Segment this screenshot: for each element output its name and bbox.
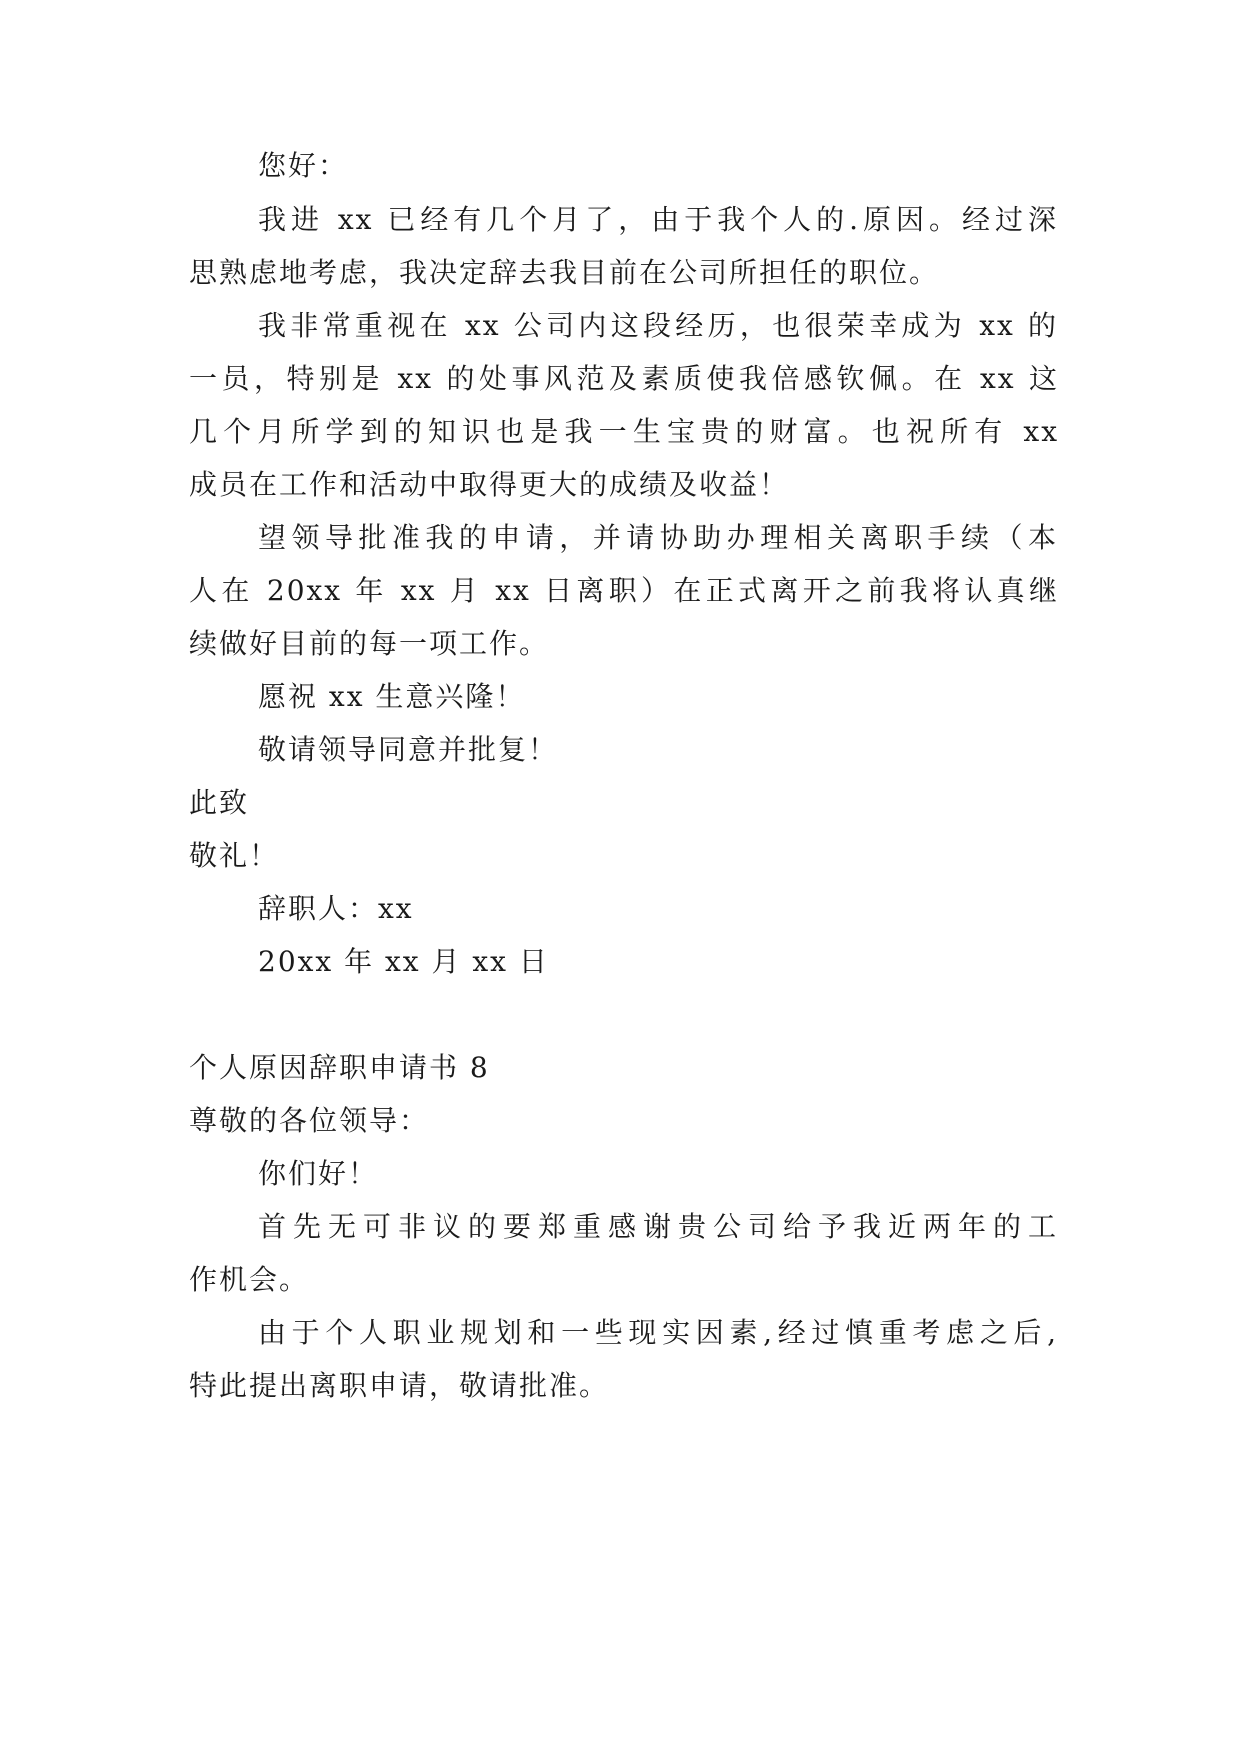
wish-line: 愿祝 xx 生意兴隆！ bbox=[258, 680, 526, 713]
paragraph-line: 我进 xx 已经有几个月了，由于我个人的.原因。经过深 bbox=[258, 203, 1058, 236]
paragraph-line: 成员在工作和活动中取得更大的成绩及收益！ bbox=[189, 468, 790, 501]
paragraph-line: 我非常重视在 xx 公司内这段经历，也很荣幸成为 xx 的 bbox=[258, 309, 1058, 342]
section-title: 个人原因辞职申请书 8 bbox=[189, 1051, 490, 1084]
paragraph-line: 思熟虑地考虑，我决定辞去我目前在公司所担任的职位。 bbox=[189, 256, 940, 289]
signer-line: 辞职人：xx bbox=[258, 892, 414, 925]
request-line: 敬请领导同意并批复！ bbox=[258, 733, 559, 766]
paragraph-line: 由于个人职业规划和一些现实因素,经过慎重考虑之后, bbox=[258, 1316, 1058, 1349]
paragraph-line: 人在 20xx 年 xx 月 xx 日离职）在正式离开之前我将认真继 bbox=[189, 574, 1059, 607]
closing-line: 敬礼！ bbox=[189, 839, 280, 872]
greeting: 您好： bbox=[258, 149, 349, 182]
salutation: 尊敬的各位领导： bbox=[189, 1104, 430, 1137]
greeting: 你们好！ bbox=[258, 1157, 379, 1190]
closing-line: 此致 bbox=[189, 786, 250, 819]
date-line: 20xx 年 xx 月 xx 日 bbox=[258, 945, 549, 978]
paragraph-line: 作机会。 bbox=[189, 1263, 310, 1296]
paragraph-line: 续做好目前的每一项工作。 bbox=[189, 627, 550, 660]
paragraph-line: 首先无可非议的要郑重感谢贵公司给予我近两年的工 bbox=[258, 1210, 1058, 1243]
paragraph-line: 望领导批准我的申请，并请协助办理相关离职手续（本 bbox=[258, 521, 1058, 554]
paragraph-line: 几个月所学到的知识也是我一生宝贵的财富。也祝所有 xx bbox=[189, 415, 1059, 448]
paragraph-line: 特此提出离职申请，敬请批准。 bbox=[189, 1369, 610, 1402]
paragraph-line: 一员，特别是 xx 的处事风范及素质使我倍感钦佩。在 xx 这 bbox=[189, 362, 1059, 395]
